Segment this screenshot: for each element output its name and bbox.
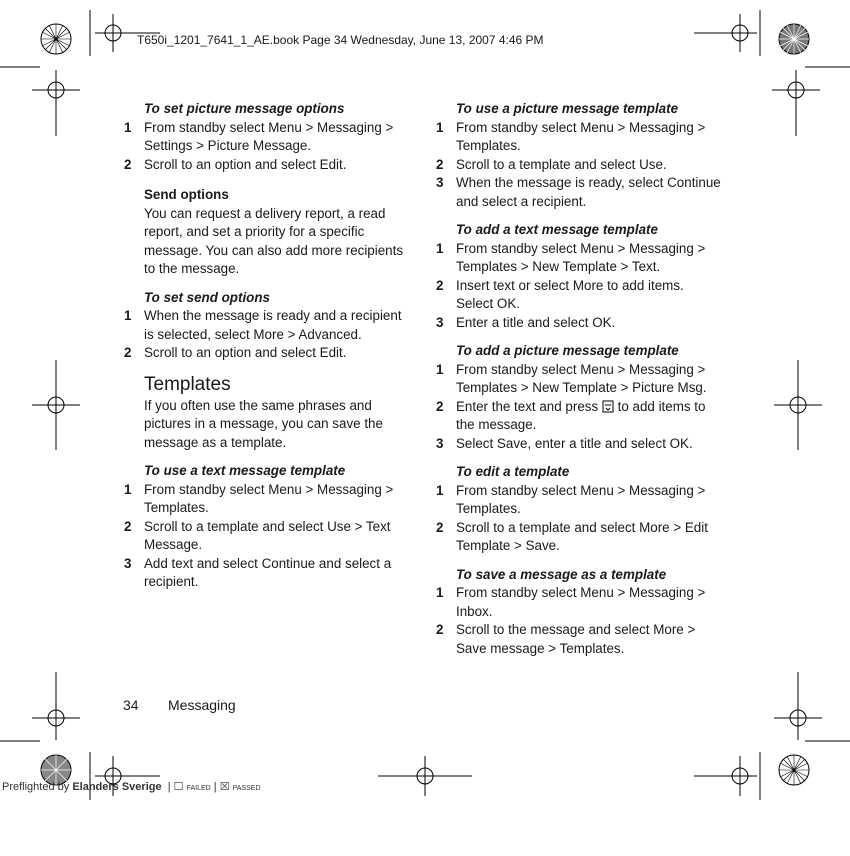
book-header: T650i_1201_7641_1_AE.book Page 34 Wednesday, June 13, 2007 4:46 PM: [137, 33, 544, 47]
preflight-brand: Elanders Sverige: [72, 781, 162, 793]
passed-checkbox-icon: ☒: [219, 781, 230, 793]
list-item: 2 Scroll to a template and select Use > Text Message.: [124, 518, 391, 552]
page-number: 34: [123, 697, 139, 713]
list-item: 1 From standby select Menu > Messaging > Inbox.: [436, 585, 706, 619]
section-heading: To use a text message template: [144, 463, 346, 478]
failed-checkbox-icon: ☐: [173, 781, 184, 793]
footer-section-title: Messaging: [168, 697, 236, 713]
list-item: 3 Add text and select Continue and select a recipient.: [124, 555, 392, 589]
list-item: 1 When the message is ready and a recipient is selected, select More > Advanced.: [124, 308, 402, 342]
list-item: 2 Scroll to an option and select Edit.: [124, 156, 347, 172]
paragraph: If you often use the same phrases and pictures in a message, you can save the message as a template.: [144, 397, 383, 450]
list-item: 2 Scroll to a template and select Use.: [436, 156, 667, 172]
list-item: 2 Scroll to an option and select Edit.: [124, 345, 347, 360]
section-heading: To set send options: [144, 289, 270, 305]
list-item: 1 From standby select Menu > Messaging > Templates.: [436, 119, 706, 153]
section-heading: To save a message as a template: [456, 566, 667, 582]
list-item: 1 From standby select Menu > Messaging > Settings > Picture Message.: [124, 119, 394, 153]
left-column: [124, 100, 409, 592]
list-item: 3 When the message is ready, select Continue and select a recipient.: [436, 175, 721, 209]
list-item: 1 From standby select Menu > Messaging > Templates > New Template > Text.: [436, 240, 706, 274]
chapter-heading: Templates: [144, 373, 231, 395]
right-column: [436, 100, 721, 658]
subsection-heading: Send options: [144, 187, 229, 202]
list-item: 2 Insert text or select More to add items. Select OK.: [436, 277, 684, 311]
paragraph: You can request a delivery report, a read report, and set a priority for a specific message. You can also add more recipients to the message.: [144, 205, 404, 276]
section-heading: To set picture message options: [144, 101, 345, 116]
navigation-key-icon: [602, 400, 614, 413]
list-item: 1 From standby select Menu > Messaging > Templates > New Template > Picture Msg.: [436, 361, 707, 395]
section-heading: To edit a template: [456, 464, 570, 479]
list-item: 2 Enter the text and press to add items to the message.: [436, 398, 706, 432]
list-item: 2 Scroll to the message and select More > Save message > Templates.: [436, 622, 696, 656]
preflight-stamp: Preflighted by Elanders Sverige | ☐ FAILED | ☒ PASSED: [2, 781, 261, 793]
list-item: 2 Scroll to a template and select More > Edit Template > Save.: [436, 519, 708, 553]
list-item: 3 Select Save, enter a title and select OK.: [436, 435, 693, 451]
section-heading: To use a picture message template: [456, 101, 679, 116]
section-heading: To add a picture message template: [456, 343, 679, 358]
section-heading: To add a text message template: [456, 222, 658, 237]
list-item: 1 From standby select Menu > Messaging > Templates.: [436, 482, 706, 516]
list-item: 1 From standby select Menu > Messaging > Templates.: [124, 481, 394, 515]
list-item: 3 Enter a title and select OK.: [436, 314, 616, 330]
